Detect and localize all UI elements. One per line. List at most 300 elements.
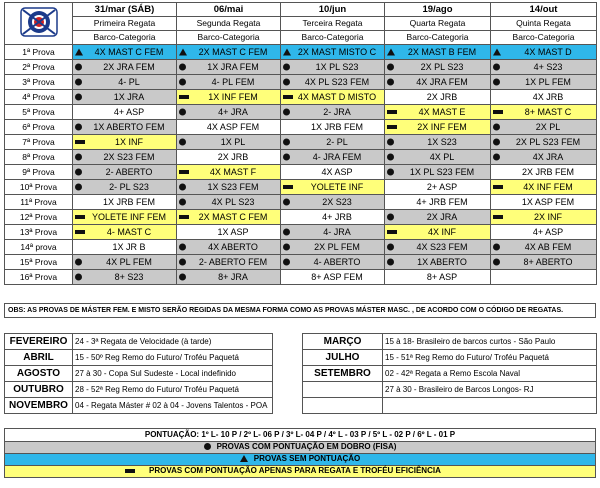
regata-name-5: Quinta Regata (491, 17, 597, 31)
event-cell (177, 135, 281, 150)
spacer (273, 382, 303, 398)
month-label: FEVEREIRO (5, 334, 73, 350)
event-label: 2- JRA (323, 106, 351, 117)
prova-row (5, 195, 597, 210)
event-label: 1X S23 FEM (207, 181, 259, 192)
event-label: 4X MAST D MISTO (297, 91, 377, 102)
prova-label: 8ª Prova (5, 150, 73, 165)
event-label: 4+ ASP (532, 226, 564, 237)
prova-row (5, 75, 597, 90)
event-cell (385, 60, 491, 75)
event-cell (491, 195, 597, 210)
dot-icon (75, 124, 82, 131)
event-cell (281, 135, 385, 150)
event-label: 2X PL S23 (420, 61, 464, 72)
event-label: 4X PL FEM (106, 256, 152, 267)
event-label: YOLETE INF FEM (91, 211, 166, 222)
event-label: 4+ JRA (218, 106, 248, 117)
spacer (273, 398, 303, 414)
dot-icon (387, 259, 394, 266)
event-description: 15 - 50º Reg Remo do Futuro/ Troféu Paquetá (73, 350, 273, 366)
event-cell (73, 255, 177, 270)
event-cell (73, 90, 177, 105)
subheader-4: Barco-Categoria (385, 31, 491, 45)
event-label: 1X JR B (112, 241, 146, 252)
event-label: 4- JRA FEM (312, 151, 362, 162)
dash-icon (75, 230, 85, 234)
event-label: 4X S23 FEM (416, 241, 468, 252)
prova-label: 13ª Prova (5, 225, 73, 240)
regata-name-2: Segunda Regata (177, 17, 281, 31)
event-label: 2X MAST B FEM (407, 46, 477, 57)
event-cell (73, 225, 177, 240)
prova-row (5, 90, 597, 105)
event-label: 1X JRA (113, 91, 145, 102)
event-cell (491, 75, 597, 90)
event-label: 2X JRB (426, 91, 458, 102)
event-label: 2X S23 FEM (103, 151, 155, 162)
event-cell (177, 90, 281, 105)
event-label: 4- JRA (323, 226, 351, 237)
event-cell (491, 120, 597, 135)
scoring-title: PONTUAÇÃO: 1º L- 10 P / 2º L- 06 P / 3º L- 04 P / 4º L - 03 P / 5º L - 02 P / 6º L - 01 P (4, 428, 596, 442)
event-cell (281, 180, 385, 195)
event-cell (281, 195, 385, 210)
calendar-row (5, 350, 597, 366)
event-cell (177, 105, 281, 120)
event-label: 2- PL S23 (109, 181, 149, 192)
event-label: 2X JRB (217, 151, 249, 162)
event-cell (73, 180, 177, 195)
event-cell (385, 90, 491, 105)
month-label (303, 382, 383, 398)
dash-icon (493, 110, 503, 114)
triangle-icon (387, 49, 395, 56)
event-label: 2X S23 (322, 196, 352, 207)
dot-icon (387, 214, 394, 221)
event-cell (73, 150, 177, 165)
event-cell (177, 255, 281, 270)
event-label: 4- ABERTO (313, 256, 361, 267)
dash-icon (387, 110, 397, 114)
date-1: 31/mar (SÁB) (73, 3, 177, 17)
dash-icon (125, 469, 135, 473)
event-description: 27 à 30 - Brasileiro de Barcos Longos- RJ (383, 382, 597, 398)
dot-icon (283, 259, 290, 266)
prova-row (5, 150, 597, 165)
event-description: 15 - 51ª Reg Remo do Futuro/ Troféu Paquetá (383, 350, 597, 366)
date-4: 19/ago (385, 3, 491, 17)
event-cell (281, 225, 385, 240)
regata-name-1: Primeira Regata (73, 17, 177, 31)
prova-row (5, 240, 597, 255)
event-label: 4X MAST D (524, 46, 572, 57)
event-cell (385, 195, 491, 210)
header-date-row (5, 3, 597, 17)
dot-icon (493, 244, 500, 251)
dot-icon (75, 169, 82, 176)
dot-icon (283, 64, 290, 71)
prova-label: 2ª Prova (5, 60, 73, 75)
dash-icon (283, 95, 293, 99)
event-cell (177, 165, 281, 180)
spacer (273, 334, 303, 350)
prova-label: 12ª Prova (5, 210, 73, 225)
dash-icon (387, 230, 397, 234)
event-cell (177, 210, 281, 225)
event-description: 04 - Regata Máster # 02 à 04 - Jovens Talentos - POA (73, 398, 273, 414)
prova-row (5, 270, 597, 285)
subheader-2: Barco-Categoria (177, 31, 281, 45)
event-label: 4+ JRB (322, 211, 352, 222)
event-label: 1X PL S23 (315, 61, 359, 72)
spacer (273, 350, 303, 366)
event-label: 1X S23 (427, 136, 457, 147)
prova-label: 16ª Prova (5, 270, 73, 285)
obs-note: OBS: AS PROVAS DE MÁSTER FEM. E MISTO SERÃO REGIDAS DA MESMA FORMA COMO AS PROVAS MÁSTER MASC. , DE ACORDO COM O CÓDIGO DE REGATAS. (4, 303, 596, 318)
date-5: 14/out (491, 3, 597, 17)
month-label: JULHO (303, 350, 383, 366)
event-label: 2X MAST C FEM (198, 211, 268, 222)
dash-icon (75, 140, 85, 144)
event-cell (281, 270, 385, 285)
date-3: 10/jun (281, 3, 385, 17)
prova-label: 11ª Prova (5, 195, 73, 210)
prova-label: 4ª Prova (5, 90, 73, 105)
dot-icon (493, 154, 500, 161)
dot-icon (75, 184, 82, 191)
event-label: 4X PL S23 FEM (304, 76, 370, 87)
event-label: 4X ABERTO (208, 241, 258, 252)
event-label: 1X ABERTO (417, 256, 467, 267)
event-cell (385, 135, 491, 150)
event-cell (385, 165, 491, 180)
dot-icon (75, 154, 82, 161)
event-cell (281, 105, 385, 120)
event-cell (491, 165, 597, 180)
event-cell (281, 210, 385, 225)
event-description (383, 398, 597, 414)
dot-icon (493, 124, 500, 131)
event-cell (73, 120, 177, 135)
dot-icon (179, 274, 186, 281)
event-label: 2X PL FEM (314, 241, 360, 252)
event-label: 4X MAST C FEM (94, 46, 164, 57)
legend-no-points-label: PROVAS SEM PONTUAÇÃO (253, 454, 361, 463)
prova-label: 5ª Prova (5, 105, 73, 120)
header-regata-row (5, 17, 597, 31)
event-label: 8+ MAST C (524, 106, 572, 117)
prova-row (5, 105, 597, 120)
event-label: 4X JRB (532, 91, 564, 102)
month-label: OUTUBRO (5, 382, 73, 398)
dot-icon (204, 443, 211, 450)
event-cell (281, 165, 385, 180)
event-label: 1X ABERTO FEM (93, 121, 165, 132)
event-label: 4X MAST E (418, 106, 466, 117)
month-label: NOVEMBRO (5, 398, 73, 414)
event-label: 2X MAST C FEM (198, 46, 268, 57)
subheader-1: Barco-Categoria (73, 31, 177, 45)
prova-row (5, 60, 597, 75)
prova-label: 9ª Prova (5, 165, 73, 180)
event-label: 8+ ASP FEM (311, 271, 363, 282)
calendar-row (5, 334, 597, 350)
club-crest-icon (19, 4, 59, 40)
event-label: 1X JRA FEM (207, 61, 259, 72)
event-cell (177, 240, 281, 255)
legend-regata-only-label: PROVAS COM PONTUAÇÃO APENAS PARA REGATA E TROFÉU EFICIÊNCIA (149, 466, 441, 475)
month-label (303, 398, 383, 414)
event-label: 2+ ASP (426, 181, 458, 192)
event-label: 4- MAST C (106, 226, 152, 237)
prova-label: 7ª Prova (5, 135, 73, 150)
event-cell (281, 240, 385, 255)
dash-icon (179, 170, 189, 174)
prova-label: 1ª Prova (5, 45, 73, 60)
event-cell (177, 45, 281, 60)
dot-icon (179, 184, 186, 191)
dot-icon (179, 64, 186, 71)
dot-icon (493, 139, 500, 146)
event-label: 4+ ASP (113, 106, 145, 117)
event-label: 8+ ASP (426, 271, 458, 282)
event-cell (385, 240, 491, 255)
prova-row (5, 225, 597, 240)
dash-icon (283, 185, 293, 189)
event-label: 4- PL (118, 76, 140, 87)
dot-icon (179, 199, 186, 206)
event-cell (281, 90, 385, 105)
event-label: 1X INF FEM (208, 91, 258, 102)
event-label: 2X PL (535, 121, 561, 132)
event-label: 2- ABERTO FEM (198, 256, 268, 267)
triangle-icon (283, 49, 291, 56)
legend-no-points (4, 454, 596, 466)
event-cell (281, 45, 385, 60)
month-label: AGOSTO (5, 366, 73, 382)
regata-name-4: Quarta Regata (385, 17, 491, 31)
event-cell (385, 75, 491, 90)
event-label: 2- ABERTO (105, 166, 153, 177)
legend-regata-only (4, 466, 596, 478)
dot-icon (387, 169, 394, 176)
event-cell (281, 60, 385, 75)
event-cell (281, 120, 385, 135)
scoring-legend (4, 428, 596, 478)
dot-icon (75, 259, 82, 266)
event-description: 15 à 18- Brasileiro de barcos curtos - São Paulo (383, 334, 597, 350)
event-label: 2- PL (326, 136, 348, 147)
calendar-table (4, 333, 597, 414)
dash-icon (387, 125, 397, 129)
event-cell (73, 75, 177, 90)
event-cell (177, 195, 281, 210)
event-cell (73, 195, 177, 210)
month-label: SETEMBRO (303, 366, 383, 382)
event-label: 2X JRB FEM (521, 166, 574, 177)
event-cell (491, 210, 597, 225)
event-cell (281, 150, 385, 165)
event-label: 4+ S23 (533, 61, 563, 72)
event-cell (491, 255, 597, 270)
event-cell (73, 165, 177, 180)
event-cell (177, 270, 281, 285)
dot-icon (387, 139, 394, 146)
regata-name-3: Terceira Regata (281, 17, 385, 31)
dot-icon (179, 259, 186, 266)
event-cell (491, 105, 597, 120)
event-cell (385, 270, 491, 285)
event-label: 1X JRB FEM (102, 196, 155, 207)
prova-row (5, 210, 597, 225)
event-label: 1X JRB FEM (310, 121, 363, 132)
calendar-row (5, 382, 597, 398)
dot-icon (283, 139, 290, 146)
regatta-schedule-table (4, 2, 597, 285)
dash-icon (179, 215, 189, 219)
event-cell (491, 225, 597, 240)
header-subheader-row (5, 31, 597, 45)
subheader-3: Barco-Categoria (281, 31, 385, 45)
calendar-row (5, 398, 597, 414)
event-cell (491, 90, 597, 105)
legend-double-label: PROVAS COM PONTUAÇÃO EM DOBRO (FISA) (216, 442, 397, 451)
event-label: 4X INF (427, 226, 456, 237)
event-label: 2X JRA (426, 211, 458, 222)
event-cell (177, 120, 281, 135)
dot-icon (179, 139, 186, 146)
event-cell (177, 150, 281, 165)
dot-icon (179, 79, 186, 86)
dot-icon (283, 79, 290, 86)
event-cell (385, 210, 491, 225)
dot-icon (283, 229, 290, 236)
event-label: 8+ ABERTO (523, 256, 573, 267)
prova-row (5, 135, 597, 150)
event-description: 27 à 30 - Copa Sul Sudeste - Local indefinido (73, 366, 273, 382)
event-label: 4- PL FEM (211, 76, 255, 87)
event-cell (281, 75, 385, 90)
event-label: 2X PL S23 FEM (515, 136, 581, 147)
event-cell (385, 150, 491, 165)
prova-label: 6ª Prova (5, 120, 73, 135)
dash-icon (75, 215, 85, 219)
dash-icon (493, 215, 503, 219)
prova-label: 3ª Prova (5, 75, 73, 90)
prova-label: 14ª prova (5, 240, 73, 255)
event-cell (73, 135, 177, 150)
prova-row (5, 45, 597, 60)
prova-row (5, 255, 597, 270)
event-cell (491, 150, 597, 165)
dot-icon (387, 79, 394, 86)
prova-row (5, 165, 597, 180)
dot-icon (493, 79, 500, 86)
event-cell (73, 270, 177, 285)
dot-icon (75, 64, 82, 71)
event-description: 24 - 3ª Regata de Velocidade (à tarde) (73, 334, 273, 350)
event-cell (73, 210, 177, 225)
dot-icon (387, 64, 394, 71)
dot-icon (75, 274, 82, 281)
date-2: 06/mai (177, 3, 281, 17)
prova-row (5, 180, 597, 195)
event-cell (491, 135, 597, 150)
event-label: 2X INF (533, 211, 562, 222)
event-label: 4X ASP (321, 166, 353, 177)
triangle-icon (75, 49, 83, 56)
month-label: ABRIL (5, 350, 73, 366)
club-logo (5, 3, 73, 45)
dot-icon (283, 244, 290, 251)
dot-icon (283, 109, 290, 116)
subheader-5: Barco-Categoria (491, 31, 597, 45)
event-label: 4X PL (429, 151, 455, 162)
dot-icon (283, 154, 290, 161)
event-cell (385, 180, 491, 195)
event-label: 1X PL FEM (525, 76, 571, 87)
dot-icon (387, 244, 394, 251)
dot-icon (493, 64, 500, 71)
dash-icon (493, 185, 503, 189)
event-label: 2X MAST MISTO C (297, 46, 377, 57)
event-cell (73, 240, 177, 255)
event-label: 4X MAST F (209, 166, 257, 177)
dot-icon (179, 109, 186, 116)
event-cell (385, 225, 491, 240)
event-cell (491, 240, 597, 255)
event-label: 2X INF FEM (417, 121, 467, 132)
event-label: 4X INF FEM (523, 181, 573, 192)
event-label: 4X ASP FEM (206, 121, 260, 132)
prova-label: 10ª Prova (5, 180, 73, 195)
event-cell (281, 255, 385, 270)
event-cell (385, 105, 491, 120)
event-cell (73, 105, 177, 120)
prova-label: 15ª Prova (5, 255, 73, 270)
dot-icon (493, 259, 500, 266)
dot-icon (75, 94, 82, 101)
event-cell (385, 45, 491, 60)
event-label: 1X ASP FEM (521, 196, 575, 207)
event-label: 4X PL S23 (211, 196, 255, 207)
event-cell (385, 120, 491, 135)
triangle-icon (240, 455, 248, 462)
triangle-icon (179, 49, 187, 56)
event-label: 2X JRA FEM (103, 61, 155, 72)
event-label: 1X INF (114, 136, 143, 147)
event-label: 8+ JRA (218, 271, 248, 282)
dot-icon (179, 244, 186, 251)
event-label: 1X PL (220, 136, 246, 147)
dash-icon (179, 95, 189, 99)
event-cell (385, 255, 491, 270)
month-label: MARÇO (303, 334, 383, 350)
event-label: 8+ S23 (114, 271, 144, 282)
event-label: 1X ASP (217, 226, 249, 237)
dot-icon (387, 154, 394, 161)
event-cell (177, 60, 281, 75)
event-cell (177, 180, 281, 195)
event-cell (177, 225, 281, 240)
event-cell (491, 270, 597, 285)
event-cell (491, 60, 597, 75)
event-cell (73, 45, 177, 60)
spacer (273, 366, 303, 382)
event-cell (491, 45, 597, 60)
calendar-row (5, 366, 597, 382)
